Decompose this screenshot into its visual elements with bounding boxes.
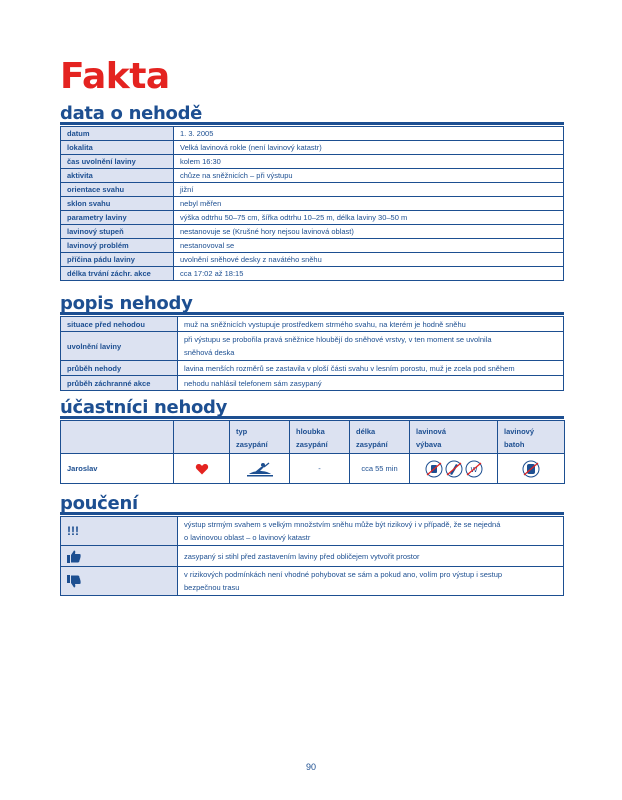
table-row	[61, 239, 564, 253]
row-value-line: o lavinovou oblast – o lavinový katastr	[184, 533, 311, 542]
no-avalanche-gear-icon	[424, 459, 484, 479]
row-value: nestanovuje se (Krušné hory nejsou lavinová oblast)	[174, 225, 564, 239]
accident-data-table	[60, 126, 564, 281]
row-label: uvolnění laviny	[61, 332, 178, 361]
row-label: datum	[61, 127, 174, 141]
row-value-line: sněhová deska	[184, 348, 235, 357]
row-label: průběh záchranné akce	[61, 376, 178, 391]
row-value: uvolnění sněhové desky z navátého sněhu	[174, 253, 564, 267]
row-label: orientace svahu	[61, 183, 174, 197]
table-row	[61, 332, 564, 361]
row-value: 1. 3. 2005	[174, 127, 564, 141]
row-label: aktivita	[61, 169, 174, 183]
table-header-row	[61, 421, 565, 454]
header-delka: délka zasypání	[350, 421, 410, 454]
no-backpack-icon	[521, 459, 541, 479]
row-value: Velká lavinová rokle (není lavinový katastr)	[174, 141, 564, 155]
row-label: lokalita	[61, 141, 174, 155]
table-row	[61, 211, 564, 225]
vybava-cell	[410, 454, 498, 484]
table-row	[61, 225, 564, 239]
row-value	[178, 517, 564, 546]
row-value: zasypaný si stihl před zastavením laviny před obličejem vytvořit prostor	[178, 546, 564, 567]
table-row	[61, 127, 564, 141]
table-row	[61, 317, 564, 332]
participants-table	[60, 420, 565, 484]
page-number: 90	[305, 762, 316, 772]
section-heading-ucastnici: účastníci nehody	[60, 397, 228, 418]
batoh-cell	[498, 454, 565, 484]
row-label: situace před nehodou	[61, 317, 178, 332]
row-value: cca 17:02 až 18:15	[174, 267, 564, 281]
row-value: chůze na sněžnicích – při výstupu	[174, 169, 564, 183]
page-title: Fakta	[60, 56, 170, 97]
typ-cell	[230, 454, 290, 484]
row-value: výška odtrhu 50–75 cm, šířka odtrhu 10–25 m, délka laviny 30–50 m	[174, 211, 564, 225]
participant-name: Jaroslav	[61, 454, 174, 484]
section-rule	[60, 122, 564, 125]
row-label: lavinový stupeň	[61, 225, 174, 239]
row-value-line: výstup strmým svahem s velkým množstvím sněhu může být rizikový i v případě, že se nejedná	[184, 520, 501, 529]
table-row	[61, 253, 564, 267]
row-value: jižní	[174, 183, 564, 197]
row-value: nestanovoval se	[174, 239, 564, 253]
header-typ: typ zasypání	[230, 421, 290, 454]
thumbs-up-icon	[67, 550, 81, 563]
row-value: nebyl měřen	[174, 197, 564, 211]
section-heading-popis: popis nehody	[60, 293, 193, 314]
thumbs-down-icon	[67, 575, 81, 588]
hloubka-cell: -	[290, 454, 350, 484]
row-value-line: při výstupu se probořila pravá sněžnice hloubějí do sněhové vrstvy, v ten moment se uvolnila	[184, 335, 492, 344]
table-row	[61, 361, 564, 376]
table-row	[61, 197, 564, 211]
row-label: sklon svahu	[61, 197, 174, 211]
header-cell-empty	[61, 421, 174, 454]
accident-description-table	[60, 316, 564, 391]
section-rule	[60, 512, 564, 515]
table-row	[61, 567, 564, 596]
row-value: lavina menších rozměrů se zastavila v ploší části svahu v lesním porostu, muž je zcela pod sněhem	[178, 361, 564, 376]
table-row	[61, 376, 564, 391]
section-rule	[60, 416, 564, 419]
header-batoh: lavinový batoh	[498, 421, 565, 454]
table-row	[61, 454, 565, 484]
header-cell-empty	[174, 421, 230, 454]
row-label: délka trvání záchr. akce	[61, 267, 174, 281]
section-rule	[60, 312, 564, 315]
table-row	[61, 267, 564, 281]
row-label: parametry laviny	[61, 211, 174, 225]
header-hloubka: hloubka zasypání	[290, 421, 350, 454]
thumbs-down-cell	[61, 567, 178, 596]
table-row	[61, 517, 564, 546]
table-row	[61, 183, 564, 197]
header-vybava: lavinová výbava	[410, 421, 498, 454]
table-row	[61, 155, 564, 169]
exclamation-icon: !!!	[61, 517, 178, 546]
row-value: muž na sněžnicích vystupuje prostředkem strmého svahu, na kterém je hodně sněhu	[178, 317, 564, 332]
svg-text:W: W	[470, 465, 477, 474]
delka-cell: cca 55 min	[350, 454, 410, 484]
section-heading-pouceni: poučení	[60, 493, 138, 514]
row-label: lavinový problém	[61, 239, 174, 253]
thumbs-up-cell	[61, 546, 178, 567]
row-label: průběh nehody	[61, 361, 178, 376]
row-label: příčina pádu laviny	[61, 253, 174, 267]
table-row	[61, 141, 564, 155]
row-value-line: v rizikových podmínkách není vhodné pohybovat se sám a pokud ano, volím pro výstup i sestup	[184, 570, 503, 579]
row-value: kolem 16:30	[174, 155, 564, 169]
row-value	[178, 332, 564, 361]
row-value	[178, 567, 564, 596]
full-burial-icon	[245, 461, 275, 477]
table-row	[61, 169, 564, 183]
table-row	[61, 546, 564, 567]
row-value: nehodu nahlásil telefonem sám zasypaný	[178, 376, 564, 391]
heart-icon	[195, 462, 209, 476]
status-cell	[174, 454, 230, 484]
lessons-table	[60, 516, 564, 596]
section-heading-data: data o nehodě	[60, 103, 203, 124]
row-value-line: bezpečnou trasu	[184, 583, 240, 592]
row-label: čas uvolnění laviny	[61, 155, 174, 169]
